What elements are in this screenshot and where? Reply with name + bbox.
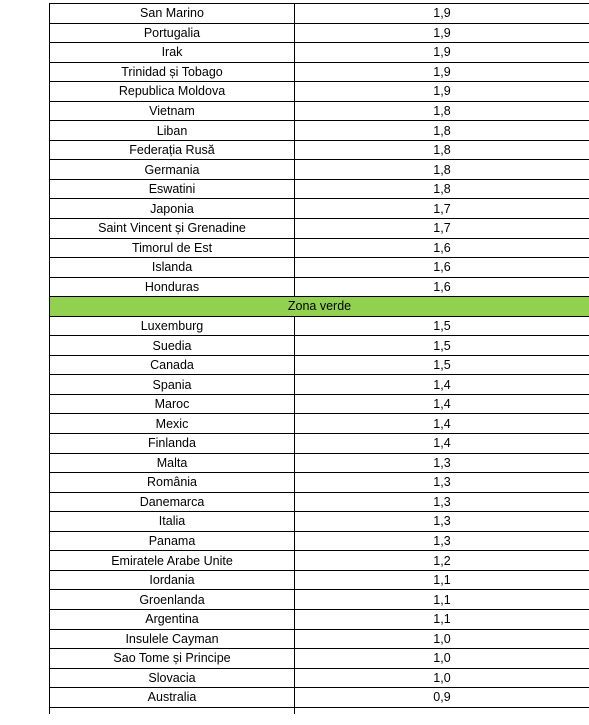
table-row [50, 258, 589, 278]
value-cell: 1,9 [295, 62, 589, 82]
value-cell: 1,9 [295, 43, 589, 63]
table-row [50, 629, 589, 649]
value-cell: 1,3 [295, 512, 589, 532]
table-row [50, 82, 589, 102]
value-cell: 1,9 [295, 23, 589, 43]
table-row [50, 434, 589, 454]
table-row [50, 199, 589, 219]
country-cell: Panama [50, 531, 295, 551]
zone-label: Zona verde [50, 297, 589, 317]
value-cell: 1,6 [295, 277, 589, 297]
country-cell: Republica Moldova [50, 82, 295, 102]
table-row [50, 512, 589, 532]
country-cell: Sao Tome și Principe [50, 649, 295, 669]
country-cell: Germania [50, 160, 295, 180]
value-cell: 1,7 [295, 219, 589, 239]
country-cell: Canada [50, 355, 295, 375]
country-cell: Spania [50, 375, 295, 395]
table-row [50, 394, 589, 414]
value-cell: 1,3 [295, 473, 589, 493]
country-cell: Liban [50, 121, 295, 141]
value-cell: 1,4 [295, 434, 589, 454]
country-cell: Saint Vincent și Grenadine [50, 219, 295, 239]
country-cell: Trinidad și Tobago [50, 62, 295, 82]
value-cell: 1,5 [295, 316, 589, 336]
country-cell: Vietnam [50, 101, 295, 121]
country-cell: Islanda [50, 258, 295, 278]
table-row [50, 62, 589, 82]
table-row [50, 23, 589, 43]
country-cell: Malta [50, 453, 295, 473]
value-cell: 1,0 [295, 649, 589, 669]
country-cell: Timorul de Est [50, 238, 295, 258]
country-cell: Honduras [50, 277, 295, 297]
country-cell: Insulele Cayman [50, 629, 295, 649]
zone-header-row [50, 297, 589, 317]
value-cell: 1,7 [295, 199, 589, 219]
country-cell: Argentina [50, 609, 295, 629]
country-cell: Iordania [50, 570, 295, 590]
country-cell: Eswatini [50, 179, 295, 199]
table-row [50, 355, 589, 375]
country-cell: Emiratele Arabe Unite [50, 551, 295, 571]
value-cell: 1,1 [295, 590, 589, 610]
value-cell: 1,5 [295, 355, 589, 375]
table-body [50, 4, 589, 714]
table-row [50, 316, 589, 336]
country-cell: Slovacia [50, 668, 295, 688]
table-row [50, 551, 589, 571]
country-cell: Portugalia [50, 23, 295, 43]
table-row [50, 531, 589, 551]
table-row [50, 238, 589, 258]
value-cell: 1,8 [295, 101, 589, 121]
value-cell: 1,8 [295, 121, 589, 141]
table-row [50, 414, 589, 434]
table-row [50, 570, 589, 590]
value-cell: 1,6 [295, 258, 589, 278]
country-cell: San Marino [50, 4, 295, 24]
country-cell: Italia [50, 512, 295, 532]
table-row [50, 219, 589, 239]
country-cell: Suedia [50, 336, 295, 356]
value-cell: 1,1 [295, 609, 589, 629]
table-row [50, 277, 589, 297]
value-cell: 1,0 [295, 668, 589, 688]
table-row [50, 668, 589, 688]
table-row [50, 140, 589, 160]
table-row-cut-off [50, 707, 589, 714]
value-cell: 1,4 [295, 394, 589, 414]
table-row [50, 688, 589, 708]
country-cell: Australia [50, 688, 295, 708]
table-row [50, 179, 589, 199]
value-cell: 1,8 [295, 160, 589, 180]
table-row [50, 375, 589, 395]
table-row [50, 649, 589, 669]
value-cell: 0,9 [295, 688, 589, 708]
value-cell: 1,9 [295, 4, 589, 24]
country-cell: Federația Rusă [50, 140, 295, 160]
table-row [50, 101, 589, 121]
value-cell: 1,9 [295, 82, 589, 102]
country-cell: Japonia [50, 199, 295, 219]
country-cell: Mexic [50, 414, 295, 434]
value-cell: 1,5 [295, 336, 589, 356]
value-cell: 1,2 [295, 551, 589, 571]
country-table [49, 3, 589, 714]
table-row [50, 473, 589, 493]
value-cell: 1,8 [295, 140, 589, 160]
country-cell: Irak [50, 43, 295, 63]
table-row [50, 121, 589, 141]
table-row [50, 336, 589, 356]
table-row [50, 4, 589, 24]
country-cell: Maroc [50, 394, 295, 414]
value-cell: 1,0 [295, 629, 589, 649]
value-cell: 1,3 [295, 531, 589, 551]
table-row [50, 590, 589, 610]
country-cell: Finlanda [50, 434, 295, 454]
value-cell: 1,6 [295, 238, 589, 258]
table-row [50, 453, 589, 473]
country-cell: România [50, 473, 295, 493]
value-cell: 1,3 [295, 453, 589, 473]
table-row [50, 160, 589, 180]
table-row [50, 609, 589, 629]
value-cell [295, 707, 589, 714]
value-cell: 1,8 [295, 179, 589, 199]
value-cell: 1,4 [295, 375, 589, 395]
country-cell: Luxemburg [50, 316, 295, 336]
table-row [50, 492, 589, 512]
value-cell: 1,3 [295, 492, 589, 512]
table-row [50, 43, 589, 63]
country-cell: Groenlanda [50, 590, 295, 610]
value-cell: 1,4 [295, 414, 589, 434]
value-cell: 1,1 [295, 570, 589, 590]
country-cell: Danemarca [50, 492, 295, 512]
country-cell [50, 707, 295, 714]
